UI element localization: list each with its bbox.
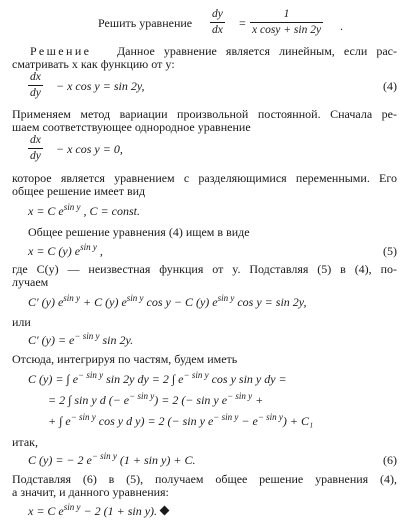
p1-line1: Данное уравнение является линейным, если рас- <box>117 44 397 58</box>
solution-word: Решение <box>30 44 92 58</box>
p4: Общее решение уравнения (4) ищем в виде <box>28 225 250 239</box>
eq6: C (y) = − 2 $e^{- sin y}$ (1 + sin y) + C. <box>28 451 196 467</box>
problem-lhs-fraction <box>210 8 225 37</box>
problem-prefix: Решить уравнение <box>98 16 193 30</box>
final-answer-text: x = C $e^{sin y} - 2$ (1 + sin y). <box>28 502 158 518</box>
integration-line2: = 2 ∫ sin y d (− $e^{- sin y}) = 2$ (− sin y $e^{- sin y}$ + <box>48 391 264 407</box>
eqhom-fraction <box>28 134 43 163</box>
p2-line1: Применяем метод вариации произвольной постоянной. Сначала ре- <box>12 107 397 121</box>
problem-lhs-den: dx <box>212 24 223 36</box>
eqhom-rest: − x cos y = 0, <box>56 142 123 156</box>
general-solution: x = C $e^{sin y}$ , C = const. <box>28 202 140 218</box>
eq4-num: dx <box>28 71 43 86</box>
p3-line2: общее решение имеет вид <box>12 184 146 198</box>
problem-rhs-den: x cosy + sin 2y <box>252 24 322 36</box>
eq4-fraction <box>28 71 43 100</box>
p5-line2: лучаем <box>12 275 49 289</box>
eq4-rest: − x cos y = sin 2y, <box>56 79 145 93</box>
end-of-proof-diamond-icon <box>160 506 170 516</box>
final-answer <box>28 504 168 518</box>
eq5: x = C (y) $e^{sin y}$ , <box>28 242 103 258</box>
eq4-number: (4) <box>383 79 397 93</box>
problem-end: . <box>340 19 343 33</box>
p2-line2: шаем соответствующее однородное уравнение <box>12 120 251 134</box>
itak-word: итак, <box>12 435 38 449</box>
problem-rhs-num: 1 <box>250 8 323 23</box>
p6: Отсюда, интегрируя по частям, будем иметь <box>12 352 238 366</box>
cprime-equation: C′ $(y) = e^{- sin y}$ sin 2y. <box>28 331 134 347</box>
eq5-number: (5) <box>383 244 397 258</box>
or-word: или <box>12 315 31 329</box>
integration-line3: + ∫ $e^{- sin y}$ cos y d y) = 2 (− sin y $e^{- sin y} - e^{- sin y}) + C_1$ <box>48 412 314 428</box>
p3-line1: которое является уравнением с разделяющимися переменными. Его <box>12 171 397 185</box>
eqhom-num: dx <box>28 134 43 149</box>
problem-equals: = <box>239 16 246 30</box>
problem-lhs-num: dy <box>210 8 225 23</box>
p7-line2: а значит, и данного уравнения: <box>12 485 169 499</box>
eq4-den: dy <box>30 87 41 99</box>
eqhom-den: dy <box>30 150 41 162</box>
p1-line2: сматривать x как функцию от y: <box>12 57 175 71</box>
substitution-equation: C′ (y) $e^{sin y} + C$ (y) $e^{sin y}$ cos y − C (y) $e^{sin y}$ cos y = sin 2y, <box>28 293 307 309</box>
eq6-number: (6) <box>383 453 397 467</box>
problem-rhs-fraction <box>250 8 323 37</box>
p7-line1: Подставляя (6) в (5), получаем общее решение уравнения (4), <box>12 472 397 486</box>
p5-line1: где C(y) — неизвестная функция от y. Подставляя (5) в (4), по- <box>12 262 397 276</box>
integration-line1: C (y) = ∫ $e^{- sin y}$ sin 2y dy = 2 ∫ $e^{- sin y}$ cos y sin y dy = <box>28 370 287 386</box>
